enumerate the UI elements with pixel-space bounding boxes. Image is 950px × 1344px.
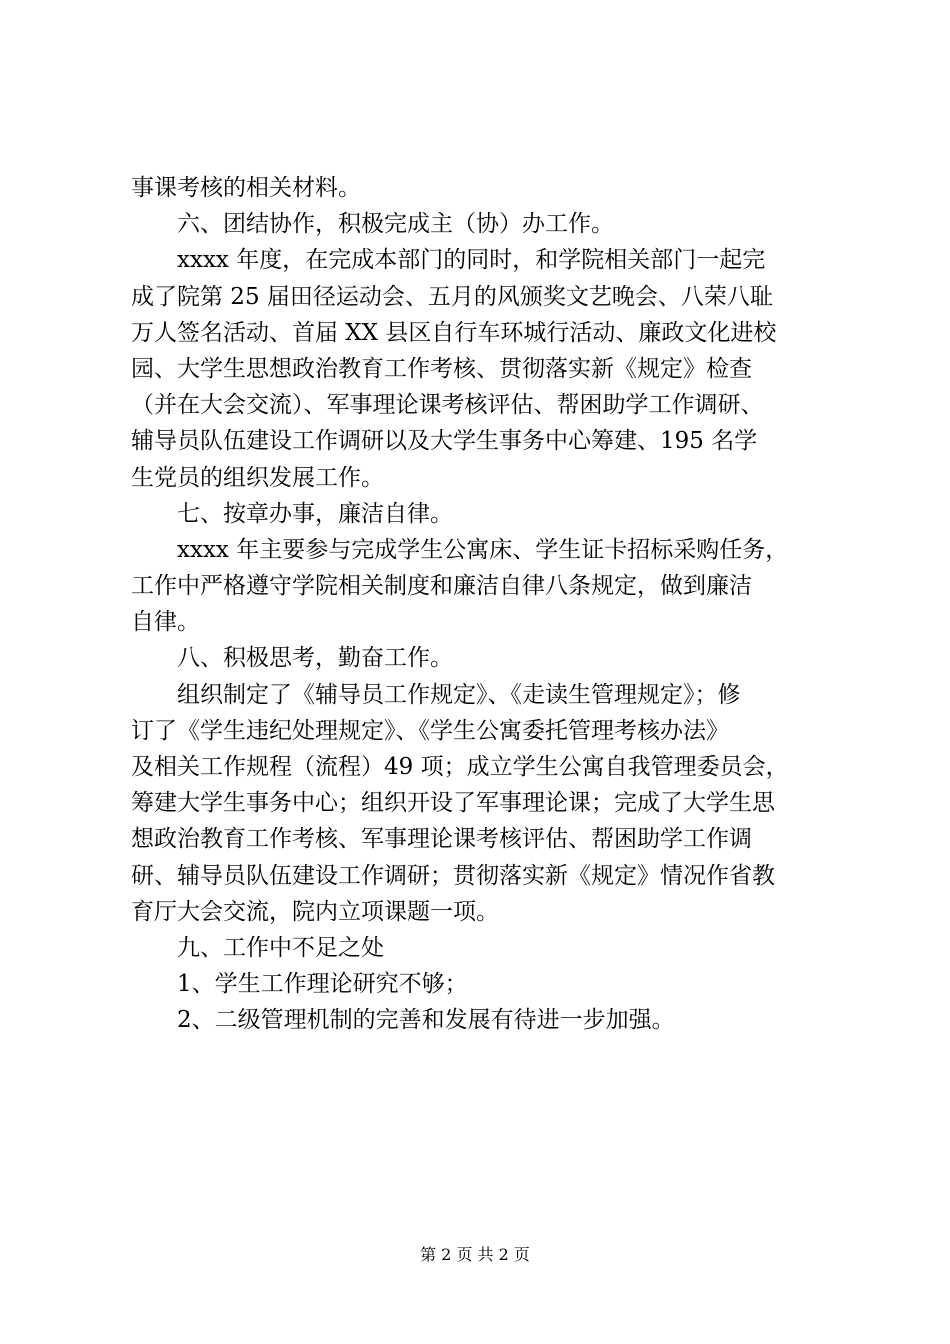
section-heading: 七、按章办事，廉洁自律。 — [177, 500, 453, 527]
text-line: 成了院第 25 届田径运动会、五月的风颁奖文艺晚会、八荣八耻 — [131, 283, 773, 310]
text-line: 万人签名活动、首届 XX 县区自行车环城行活动、廉政文化进校 — [131, 319, 777, 346]
text-line: 研、辅导员队伍建设工作调研；贯彻落实新《规定》情况作省教 — [131, 862, 775, 889]
text-line: 筹建大学生事务中心；组织开设了军事理论课；完成了大学生思 — [131, 790, 775, 817]
text-line: xxxx 年度，在完成本部门的同时，和学院相关部门一起完 — [177, 247, 766, 274]
text-line: xxxx 年主要参与完成学生公寓床、学生证卡招标采购任务， — [177, 536, 789, 563]
text-line: （并在大会交流）、军事理论课考核评估、帮困助学工作调研、 — [131, 392, 764, 419]
text-line: 辅导员队伍建设工作调研以及大学生事务中心筹建、195 名学 — [131, 428, 758, 455]
text-line: 育厅大会交流，院内立项课题一项。 — [131, 898, 499, 925]
text-line: 组织制定了《辅导员工作规定》、《走读生管理规定》；修 — [177, 681, 741, 708]
list-item: 2、二级管理机制的完善和发展有待进一步加强。 — [177, 1007, 675, 1034]
list-item: 1、学生工作理论研究不够； — [177, 971, 468, 998]
section-heading: 六、团结协作，积极完成主（协）办工作。 — [177, 211, 614, 238]
page-number: 第 2 页 共 2 页 — [420, 1245, 530, 1264]
section-heading: 八、积极思考，勤奋工作。 — [177, 645, 453, 672]
text-line: 事课考核的相关材料。 — [131, 175, 361, 201]
text-line: 工作中严格遵守学院相关制度和廉洁自律八条规定，做到廉洁 — [131, 573, 752, 600]
text-line: 自律。 — [131, 609, 200, 636]
document-body — [131, 170, 831, 1039]
text-line: 及相关工作规程（流程）49 项；成立学生公寓自我管理委员会， — [131, 754, 789, 780]
text-line: 园、大学生思想政治教育工作考核、贯彻落实新《规定》检查 — [131, 355, 752, 382]
text-line: 订了《学生违纪处理规定》、《学生公寓委托管理考核办法》 — [131, 717, 729, 744]
text-line: 生党员的组织发展工作。 — [131, 464, 384, 491]
section-heading: 九、工作中不足之处 — [177, 934, 384, 961]
text-line: 想政治教育工作考核、军事理论课考核评估、帮困助学工作调 — [131, 826, 752, 853]
